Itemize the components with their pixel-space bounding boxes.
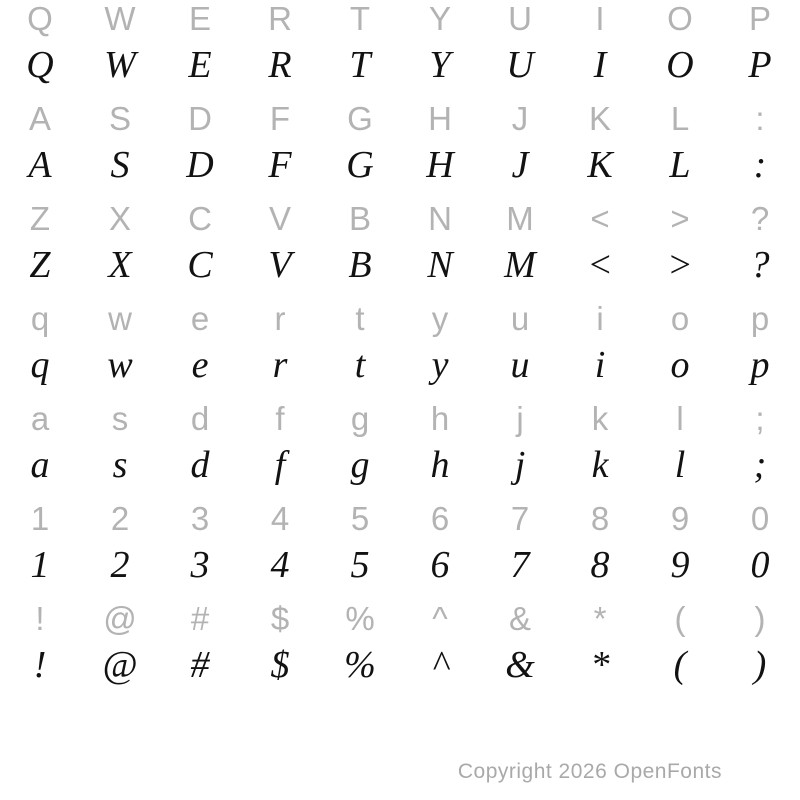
glyph: g [350, 444, 370, 486]
glyph: w [108, 300, 132, 337]
glyph: s [112, 444, 128, 486]
glyph: A [28, 144, 52, 186]
glyph: 0 [750, 544, 770, 586]
glyph: X [108, 244, 132, 286]
glyph: l [676, 400, 684, 437]
glyph: A [28, 100, 51, 137]
glyph: : [753, 144, 767, 186]
glyph-row-specimen-4 [0, 340, 800, 390]
glyph: q [30, 300, 50, 337]
glyph: @ [102, 644, 138, 686]
glyph: & [505, 644, 535, 686]
glyph: u [510, 344, 530, 386]
glyph: 1 [30, 544, 50, 586]
glyph: 5 [350, 544, 370, 586]
glyph: B [348, 244, 372, 286]
glyph-row-reference-1 [0, 0, 800, 44]
glyph: & [508, 600, 531, 637]
glyph: l [674, 444, 686, 486]
glyph: e [191, 344, 209, 386]
glyph: Y [428, 0, 451, 37]
glyph: 2 [110, 500, 130, 537]
glyph: j [514, 444, 526, 486]
glyph: O [666, 44, 694, 86]
glyph: f [274, 444, 286, 486]
glyph: M [504, 244, 536, 286]
glyph: ^ [431, 644, 449, 686]
copyright-text: Copyright 2026 OpenFonts [457, 760, 722, 783]
glyph: y [431, 300, 449, 337]
glyph: * [590, 644, 610, 686]
glyph: a [30, 400, 50, 437]
glyph: 7 [510, 500, 530, 537]
glyph: : [755, 100, 765, 137]
glyph: C [187, 244, 213, 286]
glyph: D [188, 100, 212, 137]
glyph: Q [26, 44, 54, 86]
glyph: ! [35, 600, 45, 637]
glyph-row-reference-2 [0, 94, 800, 144]
glyph: e [190, 300, 210, 337]
glyph: P [748, 0, 771, 37]
glyph: r [272, 344, 288, 386]
glyph: $ [270, 600, 290, 637]
glyph-row-specimen-6 [0, 540, 800, 590]
glyph: q [30, 344, 50, 386]
glyph: d [190, 400, 210, 437]
glyph-row-specimen-7 [0, 640, 800, 690]
glyph: 5 [350, 500, 370, 537]
glyph: R [268, 44, 292, 86]
glyph: > [670, 200, 690, 237]
glyph: w [107, 344, 133, 386]
glyph: Z [29, 244, 51, 286]
glyph: f [275, 400, 285, 437]
glyph: H [428, 100, 452, 137]
glyph: U [506, 44, 534, 86]
glyph: M [506, 200, 534, 237]
glyph: J [511, 100, 529, 137]
glyph: 6 [430, 544, 450, 586]
glyph: Y [429, 44, 451, 86]
glyph: j [516, 400, 524, 437]
glyph: 0 [750, 500, 770, 537]
glyph: p [750, 344, 770, 386]
glyph: V [268, 244, 292, 286]
glyph: # [190, 644, 210, 686]
glyph: @ [103, 600, 137, 637]
glyph: p [750, 300, 770, 337]
glyph: u [510, 300, 530, 337]
glyph: 9 [670, 500, 690, 537]
glyph: E [188, 44, 212, 86]
glyph: N [428, 200, 452, 237]
glyph: K [588, 100, 611, 137]
glyph: P [748, 44, 772, 86]
glyph: F [268, 144, 292, 186]
glyph: Z [29, 200, 51, 237]
glyph: ! [33, 644, 47, 686]
glyph: 9 [670, 544, 690, 586]
glyph: S [110, 144, 130, 186]
glyph: ) [753, 644, 767, 686]
glyph: $ [270, 644, 290, 686]
glyph: 4 [270, 500, 290, 537]
glyph: 4 [270, 544, 290, 586]
glyph: o [670, 344, 690, 386]
glyph: # [190, 600, 210, 637]
glyph: h [430, 444, 450, 486]
glyph: 3 [190, 544, 210, 586]
glyph-row-reference-3 [0, 194, 800, 244]
glyph: i [596, 300, 604, 337]
glyph: r [274, 300, 286, 337]
glyph: i [594, 344, 606, 386]
glyph: D [186, 144, 214, 186]
glyph: V [268, 200, 291, 237]
glyph: I [595, 0, 605, 37]
glyph-row-specimen-5 [0, 440, 800, 490]
glyph: I [593, 44, 607, 86]
glyph: ? [750, 244, 770, 286]
glyph: O [667, 0, 693, 37]
glyph: K [587, 144, 613, 186]
glyph: % [344, 644, 376, 686]
glyph: 7 [510, 544, 530, 586]
glyph: g [350, 400, 370, 437]
glyph: k [591, 444, 609, 486]
glyph: W [104, 44, 136, 86]
glyph: R [268, 0, 292, 37]
glyph: N [427, 244, 453, 286]
glyph: X [108, 200, 131, 237]
glyph: 8 [590, 544, 610, 586]
glyph: H [426, 144, 454, 186]
glyph: L [670, 100, 690, 137]
glyph: > [667, 244, 693, 286]
glyph: J [511, 144, 529, 186]
glyph: k [591, 400, 609, 437]
glyph: y [431, 344, 449, 386]
glyph: E [188, 0, 211, 37]
glyph: W [104, 0, 136, 37]
glyph: t [354, 344, 366, 386]
glyph-row-reference-4 [0, 294, 800, 344]
glyph: * [593, 600, 607, 637]
glyph-row-specimen-3 [0, 240, 800, 290]
glyph: F [269, 100, 291, 137]
glyph-row-specimen-1 [0, 40, 800, 90]
glyph: T [349, 44, 371, 86]
glyph: S [108, 100, 131, 137]
glyph: a [30, 444, 50, 486]
glyph: ? [750, 200, 770, 237]
glyph-row-reference-7 [0, 594, 800, 644]
glyph: ( [673, 644, 687, 686]
glyph: t [355, 300, 365, 337]
glyph: Q [27, 0, 53, 37]
glyph: ^ [432, 600, 448, 637]
glyph: 2 [110, 544, 130, 586]
glyph: h [430, 400, 450, 437]
glyph: % [345, 600, 375, 637]
glyph: 6 [430, 500, 450, 537]
glyph-row-reference-5 [0, 394, 800, 444]
glyph: 1 [30, 500, 50, 537]
glyph: ) [754, 600, 766, 637]
glyph-row-reference-6 [0, 494, 800, 544]
glyph: T [349, 0, 371, 37]
glyph: < [590, 200, 610, 237]
glyph: 8 [590, 500, 610, 537]
glyph: C [188, 200, 212, 237]
glyph: ( [674, 600, 686, 637]
glyph: d [190, 444, 210, 486]
glyph: L [669, 144, 691, 186]
glyph: U [508, 0, 532, 37]
glyph: ; [755, 400, 765, 437]
glyph: ; [753, 444, 767, 486]
glyph: o [670, 300, 690, 337]
glyph: B [348, 200, 371, 237]
glyph: G [347, 100, 373, 137]
glyph: 3 [190, 500, 210, 537]
glyph: < [587, 244, 613, 286]
glyph-row-specimen-2 [0, 140, 800, 190]
glyph: s [111, 400, 129, 437]
glyph: G [346, 144, 374, 186]
